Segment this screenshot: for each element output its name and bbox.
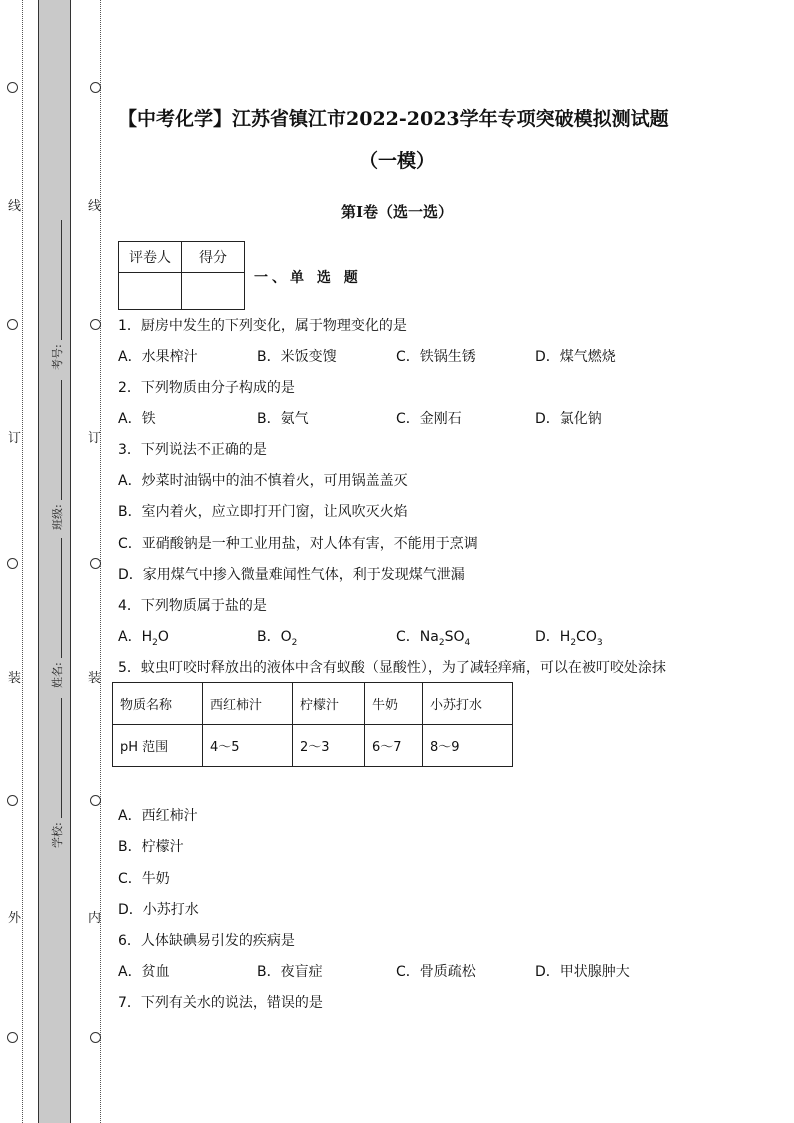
binding-hole-icon [90,319,101,330]
binding-hole-icon [90,558,101,569]
margin-char: 内 [88,911,102,926]
margin-char: 装 [88,671,102,686]
option: D．小苏打水 [118,902,199,918]
option: C．$Na_2SO_4$ [396,629,471,648]
volume-heading: 第I卷（选一选） [340,203,454,221]
option: C．金刚石 [396,411,462,427]
score-header: 得分 [182,242,245,273]
question-stem: 2．下列物质由分子构成的是 [118,380,295,396]
field-label: 姓名: [51,662,64,688]
option: A．贫血 [118,964,170,980]
score-cell[interactable] [182,273,245,310]
margin-char: 外 [8,911,22,926]
margin-char: 线 [8,199,22,214]
class-field [49,380,65,530]
question-stem: 5．蚊虫叮咬时释放出的液体中含有蚁酸（显酸性），为了减轻痒痛，可以在被叮咬处涂抹 [118,660,666,676]
paper-title: 【中考化学】江苏省镇江市2022-2023学年专项突破模拟测试题 [118,108,669,130]
exam-number-field [49,220,65,370]
blank-line [53,220,62,340]
option: A．铁 [118,411,156,427]
margin-char: 装 [8,671,22,686]
question-stem: 7．下列有关水的说法，错误的是 [118,995,323,1011]
grader-header: 评卷人 [119,242,182,273]
grader-cell[interactable] [119,273,182,310]
question-stem: 6．人体缺碘易引发的疾病是 [118,933,295,949]
option: B．室内着火，应立即打开门窗，让风吹灭火焰 [118,504,408,520]
ph-cell: 6～7 [365,725,423,767]
option: C．铁锅生锈 [396,349,476,365]
binding-hole-icon [7,82,18,93]
blank-line [53,538,62,658]
section-title: 一、单 选 题 [254,270,362,286]
option: B．夜盲症 [257,964,323,980]
ph-cell: 8～9 [423,725,513,767]
binding-hole-icon [90,795,101,806]
name-field [49,538,65,688]
option: B．氨气 [257,411,309,427]
option: D．煤气燃烧 [535,349,616,365]
margin-char: 线 [88,199,102,214]
question-stem: 1．厨房中发生的下列变化，属于物理变化的是 [118,318,407,334]
option: D．甲状腺肿大 [535,964,630,980]
binding-hole-icon [90,1032,101,1043]
option: C．骨质疏松 [396,964,476,980]
field-label: 班级: [51,504,64,530]
question-stem: 3．下列说法不正确的是 [118,442,267,458]
ph-header-cell: 柠檬汁 [293,683,365,725]
option: C．亚硝酸钠是一种工业用盐，对人体有害，不能用于烹调 [118,536,478,552]
ph-header-cell: 物质名称 [113,683,203,725]
paper-subtitle: （一模） [358,150,435,172]
binding-hole-icon [7,795,18,806]
score-table [118,241,245,310]
option: A．$H_2O$ [118,629,169,648]
ph-table [112,682,513,767]
field-label: 考号: [51,344,64,370]
ph-cell: 4～5 [203,725,293,767]
blank-line [53,698,62,818]
option: D．家用煤气中掺入微量难闻性气体，利于发现煤气泄漏 [118,567,465,583]
binding-hole-icon [7,1032,18,1043]
field-label: 学校: [51,822,64,848]
option: C．牛奶 [118,871,170,887]
binding-hole-icon [90,82,101,93]
ph-header-cell: 牛奶 [365,683,423,725]
binding-hole-icon [7,558,18,569]
ph-cell: 2～3 [293,725,365,767]
ph-header-cell: 西红柿汁 [203,683,293,725]
margin-char: 订 [88,431,102,446]
option: A．西红柿汁 [118,808,198,824]
question-stem: 4．下列物质属于盐的是 [118,598,267,614]
binding-hole-icon [7,319,18,330]
option: D．氯化钠 [535,411,602,427]
ph-header-cell: 小苏打水 [423,683,513,725]
option: B．米饭变馊 [257,349,337,365]
option: B．柠檬汁 [118,839,184,855]
option: A．水果榨汁 [118,349,198,365]
option: A．炒菜时油锅中的油不慎着火，可用锅盖盖灭 [118,473,408,489]
option: B．$O_2$ [257,629,298,648]
margin-char: 订 [8,431,22,446]
option: D．$H_2CO_3$ [535,629,603,648]
school-field [49,698,65,848]
ph-cell: pH 范围 [113,725,203,767]
blank-line [53,380,62,500]
